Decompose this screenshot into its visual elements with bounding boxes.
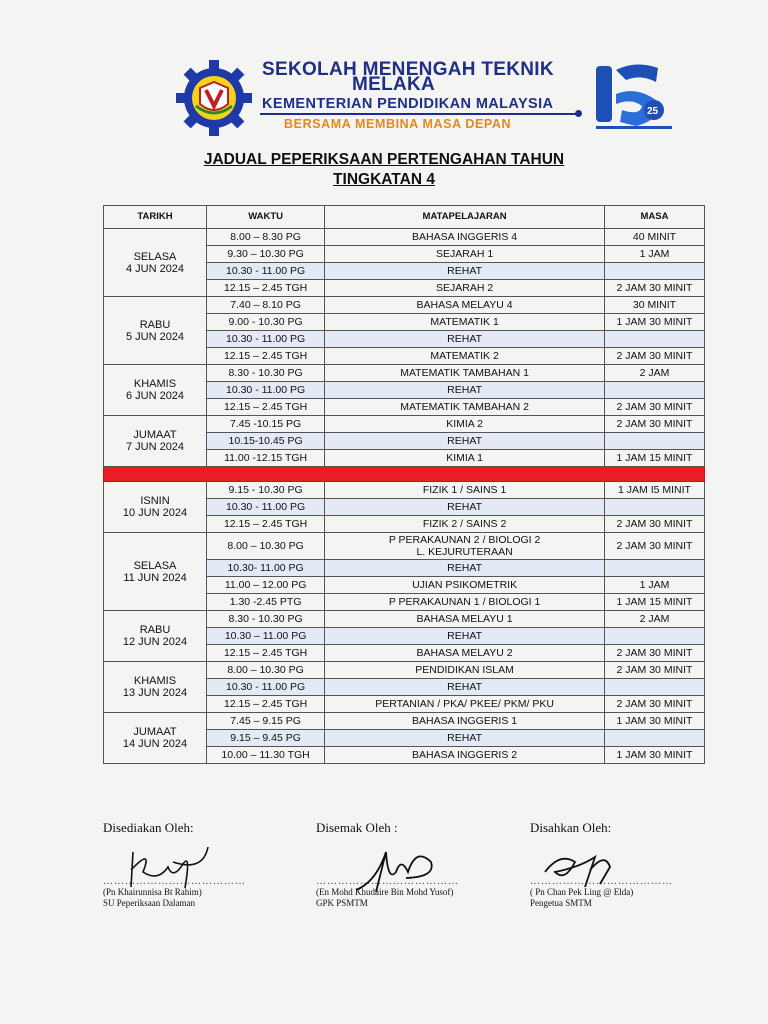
table-header-row [104,206,705,229]
subject-name: REHAT [447,265,482,277]
subject-name: PERTANIAN / PKA/ PKEE/ PKM/ PKU [375,698,554,710]
time-cell: 10.30 – 11.00 PG [207,628,325,645]
table-row [104,229,705,246]
subject-cell [325,679,605,696]
exam-date: 7 JUN 2024 [125,441,185,453]
title-line2: TINGKATAN 4 [333,171,435,188]
day-name: JUMAAT [133,429,177,441]
signature-line: ………………………………… [530,876,673,887]
duration-cell: 2 JAM [604,365,704,382]
time-cell: 9.00 - 10.30 PG [207,314,325,331]
date-cell [104,482,207,533]
duration-cell [604,730,704,747]
school-motto: BERSAMA MEMBINA MASA DEPAN [284,117,512,131]
ts25-logo-icon [596,60,672,136]
subject-name: REHAT [447,732,482,744]
duration-cell: 1 JAM [604,577,704,594]
duration-cell: 2 JAM [604,611,704,628]
duration-cell: 1 JAM 30 MINIT [604,747,704,764]
signature-heading: Disemak Oleh : [316,820,398,835]
subject-cell [325,730,605,747]
subject-cell [325,399,605,416]
subject-cell [325,662,605,679]
signatory-role: SU Peperiksaan Dalaman [103,898,195,908]
subject-name: REHAT [447,384,482,396]
date-cell [104,416,207,467]
day-name: JUMAAT [133,726,177,738]
time-cell: 12.15 – 2.45 TGH [207,516,325,533]
subject-name: MATEMATIK 1 [430,316,499,328]
time-cell: 8.30 - 10.30 PG [207,365,325,382]
subject-cell [325,533,605,560]
subject-name: REHAT [447,562,482,574]
subject-name: BAHASA INGGERIS 1 [412,715,518,727]
time-cell: 9.15 – 9.45 PG [207,730,325,747]
subject-cell [325,577,605,594]
time-cell: 9.15 - 10.30 PG [207,482,325,499]
date-cell [104,365,207,416]
exam-date: 5 JUN 2024 [125,330,185,343]
subject-cell [325,611,605,628]
time-cell: 12.15 – 2.45 TGH [207,280,325,297]
signature-heading: Disediakan Oleh: [103,820,194,835]
subject-cell [325,229,605,246]
subject-cell [325,246,605,263]
subject-cell [325,382,605,399]
subject-name: MATEMATIK TAMBAHAN 2 [400,401,529,413]
time-cell: 11.00 – 12.00 PG [207,577,325,594]
time-cell: 10.15-10.45 PG [207,433,325,450]
date-cell [104,229,207,297]
exam-date: 11 JUN 2024 [123,571,187,584]
subject-cell [325,433,605,450]
week-separator [104,467,705,482]
day-name: RABU [139,318,171,331]
subject-cell [325,628,605,645]
signature-scribble-icon [540,842,640,892]
duration-cell: 2 JAM 30 MINIT [604,662,704,679]
subject-name: BAHASA MELAYU 4 [416,299,513,311]
time-cell: 10.00 – 11.30 TGH [207,747,325,764]
date-cell [104,297,207,365]
signature-prepared [103,820,323,909]
signature-heading: Disahkan Oleh: [530,820,612,835]
subject-cell [325,280,605,297]
time-cell: 10.30 - 11.00 PG [207,382,325,399]
subject-name: FIZIK 2 / SAINS 2 [422,518,507,530]
exam-date: 6 JUN 2024 [125,390,185,402]
table-row [104,365,705,382]
table-row [104,533,705,560]
subject-cell [325,348,605,365]
duration-cell: 1 JAM I5 MINIT [604,482,704,499]
subject-cell [325,450,605,467]
duration-cell [604,560,704,577]
col-header-duration: MASA [604,206,704,229]
table-row [104,482,705,499]
school-crest-icon [174,58,254,138]
time-cell: 9.30 – 10.30 PG [207,246,325,263]
subject-name: PENDIDIKAN ISLAM [415,664,514,676]
subject-name: BAHASA MELAYU 2 [416,647,513,659]
school-name [262,59,554,95]
col-header-time: WAKTU [207,206,325,229]
subject-name: MATEMATIK 2 [430,350,499,362]
day-name: SELASA [133,559,177,572]
duration-cell [604,433,704,450]
subject-cell [325,499,605,516]
duration-cell: 1 JAM 15 MINIT [604,450,704,467]
table-row [104,416,705,433]
subject-cell [325,594,605,611]
subject-name: P PERAKAUNAN 1 / BIOLOGI 1 [388,596,541,608]
duration-cell: 2 JAM 30 MINIT [604,516,704,533]
time-cell: 7.45 – 9.15 PG [207,713,325,730]
time-cell: 12.15 – 2.45 TGH [207,399,325,416]
duration-cell: 40 MINIT [604,229,704,246]
subject-name: BAHASA INGGERIS 4 [412,231,518,243]
signature-scribble-icon [113,842,213,892]
subject-cell [325,297,605,314]
subject-cell [325,696,605,713]
subject-cell [325,263,605,280]
time-cell: 12.15 – 2.45 TGH [207,696,325,713]
svg-text:25: 25 [647,106,659,117]
time-cell: 8.30 - 10.30 PG [207,611,325,628]
subject-name: REHAT [447,630,482,642]
day-name: KHAMIS [133,675,177,687]
subject-cell [325,713,605,730]
time-cell: 8.00 – 10.30 PG [207,533,325,560]
signature-reviewed [316,820,536,909]
signatory-name: (En Mohd Khudaire Bin Mohd Yusof) [316,887,454,897]
subject-cell [325,747,605,764]
duration-cell: 2 JAM 30 MINIT [604,416,704,433]
duration-cell: 1 JAM 30 MINIT [604,713,704,730]
time-cell: 1.30 -2.45 PTG [207,594,325,611]
exam-date: 14 JUN 2024 [122,738,188,750]
day-name: SELASA [133,250,177,263]
date-cell [104,713,207,764]
duration-cell: 2 JAM 30 MINIT [604,696,704,713]
col-header-date: TARIKH [104,206,207,229]
subject-name: BAHASA INGGERIS 2 [412,749,518,761]
subject-name: REHAT [447,333,482,345]
exam-date: 4 JUN 2024 [125,262,185,275]
subject-cell [325,560,605,577]
duration-cell [604,499,704,516]
signature-line: ………………………………… [103,876,246,887]
subject-name: SEJARAH 1 [435,248,494,260]
subject-name: BAHASA MELAYU 1 [416,613,513,625]
ministry-name: KEMENTERIAN PENDIDIKAN MALAYSIA [262,96,554,112]
duration-cell: 1 JAM [604,246,704,263]
duration-cell: 2 JAM 30 MINIT [604,280,704,297]
table-row [104,297,705,314]
day-name: KHAMIS [133,378,177,390]
subject-name-extra: L. KEJURUTERAAN [416,546,513,558]
signatory-role: Pengetua SMTM [530,898,592,908]
time-cell: 7.40 – 8.10 PG [207,297,325,314]
subject-cell [325,365,605,382]
subject-name: MATEMATIK TAMBAHAN 1 [400,367,529,379]
subject-name: FIZIK 1 / SAINS 1 [422,484,507,496]
signature-approved [530,820,750,909]
day-name: ISNIN [140,495,170,507]
exam-date: 10 JUN 2024 [122,507,188,519]
date-cell [104,611,207,662]
subject-name: REHAT [447,501,482,513]
duration-cell [604,382,704,399]
duration-cell: 2 JAM 30 MINIT [604,399,704,416]
day-name: RABU [139,624,171,636]
duration-cell: 1 JAM 15 MINIT [604,594,704,611]
col-header-subject: MATAPELAJARAN [325,206,605,229]
duration-cell [604,628,704,645]
date-cell [104,662,207,713]
duration-cell: 2 JAM 30 MINIT [604,645,704,662]
subject-name: UJIAN PSIKOMETRIK [412,579,518,591]
table-row [104,611,705,628]
week-separator-bar [104,467,705,482]
table-row [104,662,705,679]
signature-line: ………………………………… [316,876,459,887]
duration-cell: 30 MINIT [604,297,704,314]
signatory-name: (Pn Khairunnisa Bt Rahim) [103,887,202,897]
subject-cell [325,645,605,662]
exam-date: 13 JUN 2024 [122,687,188,699]
time-cell: 10.30 - 11.00 PG [207,499,325,516]
duration-cell: 2 JAM 30 MINIT [604,348,704,365]
signatory-name: ( Pn Chan Pek Ling @ Elda) [530,887,634,897]
time-cell: 12.15 – 2.45 TGH [207,645,325,662]
time-cell: 8.00 – 10.30 PG [207,662,325,679]
exam-date: 12 JUN 2024 [122,636,188,648]
subject-cell [325,416,605,433]
subject-name: P PERAKAUNAN 2 / BIOLOGI 2 [388,534,541,546]
time-cell: 10.30 - 11.00 PG [207,263,325,280]
time-cell: 10.30 - 11.00 PG [207,331,325,348]
document-title [0,150,768,190]
date-cell [104,533,207,611]
subject-cell [325,314,605,331]
schedule-body [104,229,705,764]
duration-cell [604,679,704,696]
header-rule [260,113,578,115]
duration-cell: 1 JAM 30 MINIT [604,314,704,331]
duration-cell [604,263,704,280]
subject-cell [325,482,605,499]
school-name-line1: SEKOLAH MENENGAH TEKNIK [262,59,554,80]
time-cell: 10.30 - 11.00 PG [207,679,325,696]
duration-cell [604,331,704,348]
subject-name: REHAT [447,681,482,693]
signature-scribble-icon [346,842,446,897]
title-line1: JADUAL PEPERIKSAAN PERTENGAHAN TAHUN [203,151,565,168]
time-cell: 11.00 -12.15 TGH [207,450,325,467]
signatory-role: GPK PSMTM [316,898,368,908]
subject-cell [325,331,605,348]
school-name-line2: MELAKA [352,74,436,95]
duration-cell: 2 JAM 30 MINIT [604,533,704,560]
time-cell: 12.15 – 2.45 TGH [207,348,325,365]
exam-schedule-table [103,205,705,764]
subject-name: REHAT [447,435,482,447]
subject-name: SEJARAH 2 [435,282,494,294]
time-cell: 7.45 -10.15 PG [207,416,325,433]
letterhead [170,58,680,138]
subject-name: KIMIA 1 [446,452,483,464]
subject-cell [325,516,605,533]
table-row [104,713,705,730]
time-cell: 8.00 – 8.30 PG [207,229,325,246]
subject-name: KIMIA 2 [446,418,483,430]
time-cell: 10.30- 11.00 PG [207,560,325,577]
